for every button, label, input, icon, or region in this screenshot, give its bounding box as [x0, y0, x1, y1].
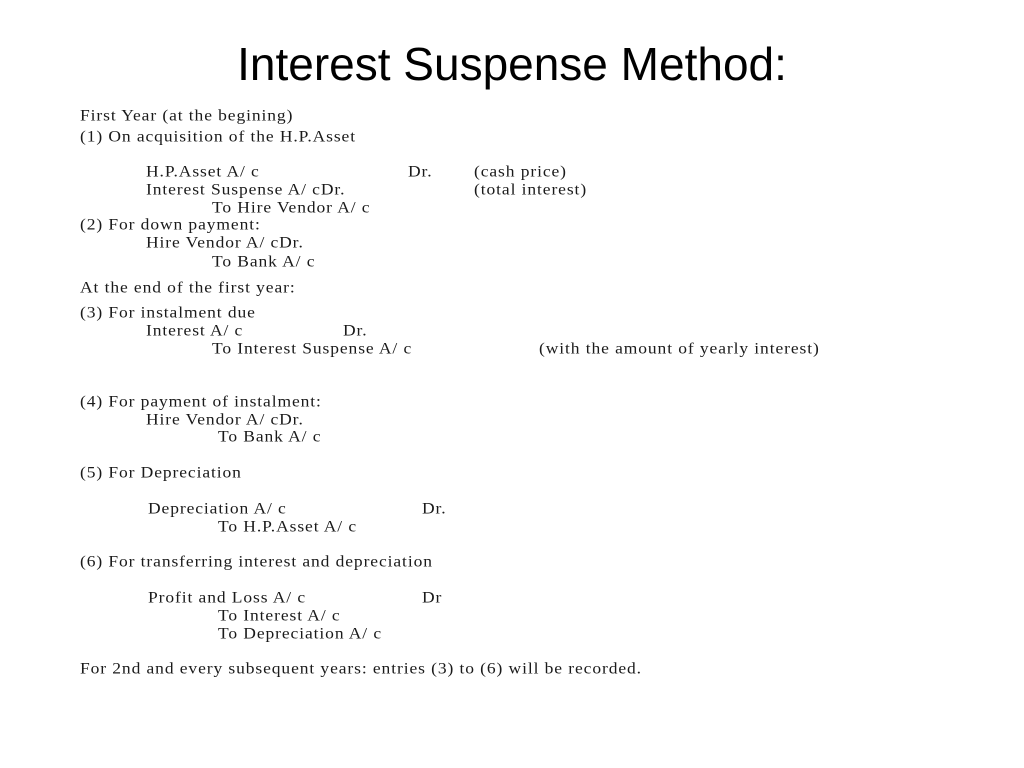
- entry-1-heading: (1) On acquisition of the H.P.Asset: [80, 127, 356, 146]
- entry-2-debit: Hire Vendor A/ cDr.: [146, 233, 304, 252]
- entry-1-debit-2: Interest Suspense A/ cDr.: [146, 180, 346, 199]
- entry-6-heading: (6) For transferring interest and depreciation: [80, 552, 433, 571]
- entry-5-debit: Depreciation A/ c: [148, 499, 287, 518]
- entry-4-debit: Hire Vendor A/ cDr.: [146, 410, 304, 429]
- entry-6-credit-2: To Depreciation A/ c: [218, 624, 383, 643]
- entry-1-debit-2-note: (total interest): [474, 180, 588, 199]
- entry-3-heading: (3) For instalment due: [80, 303, 256, 322]
- entry-6-credit-1: To Interest A/ c: [218, 606, 341, 625]
- entry-2-heading: (2) For down payment:: [80, 215, 261, 234]
- entry-5-heading: (5) For Depreciation: [80, 463, 242, 482]
- entry-1-debit-1-mark: Dr.: [408, 162, 433, 181]
- entry-6-debit-mark: Dr: [422, 588, 443, 607]
- year-end-heading: At the end of the first year:: [80, 278, 296, 297]
- entry-3-debit-mark: Dr.: [343, 321, 368, 340]
- entry-2-credit: To Bank A/ c: [212, 252, 316, 271]
- entry-3-note: (with the amount of yearly interest): [539, 339, 820, 358]
- entry-3-credit: To Interest Suspense A/ c: [212, 339, 413, 358]
- first-year-heading: First Year (at the begining): [80, 106, 294, 125]
- entry-3-debit: Interest A/ c: [146, 321, 244, 340]
- entry-5-debit-mark: Dr.: [422, 499, 447, 518]
- entry-5-credit: To H.P.Asset A/ c: [218, 517, 358, 536]
- entry-6-debit: Profit and Loss A/ c: [148, 588, 306, 607]
- entry-1-debit-1-note: (cash price): [474, 162, 567, 181]
- entry-4-credit: To Bank A/ c: [218, 427, 322, 446]
- footer-note: For 2nd and every subsequent years: entries (3) to (6) will be recorded.: [80, 659, 642, 678]
- slide-title: Interest Suspense Method:: [237, 38, 787, 90]
- entry-1-credit: To Hire Vendor A/ c: [212, 198, 371, 217]
- entry-4-heading: (4) For payment of instalment:: [80, 392, 322, 411]
- entry-1-debit-1: H.P.Asset A/ c: [146, 162, 260, 181]
